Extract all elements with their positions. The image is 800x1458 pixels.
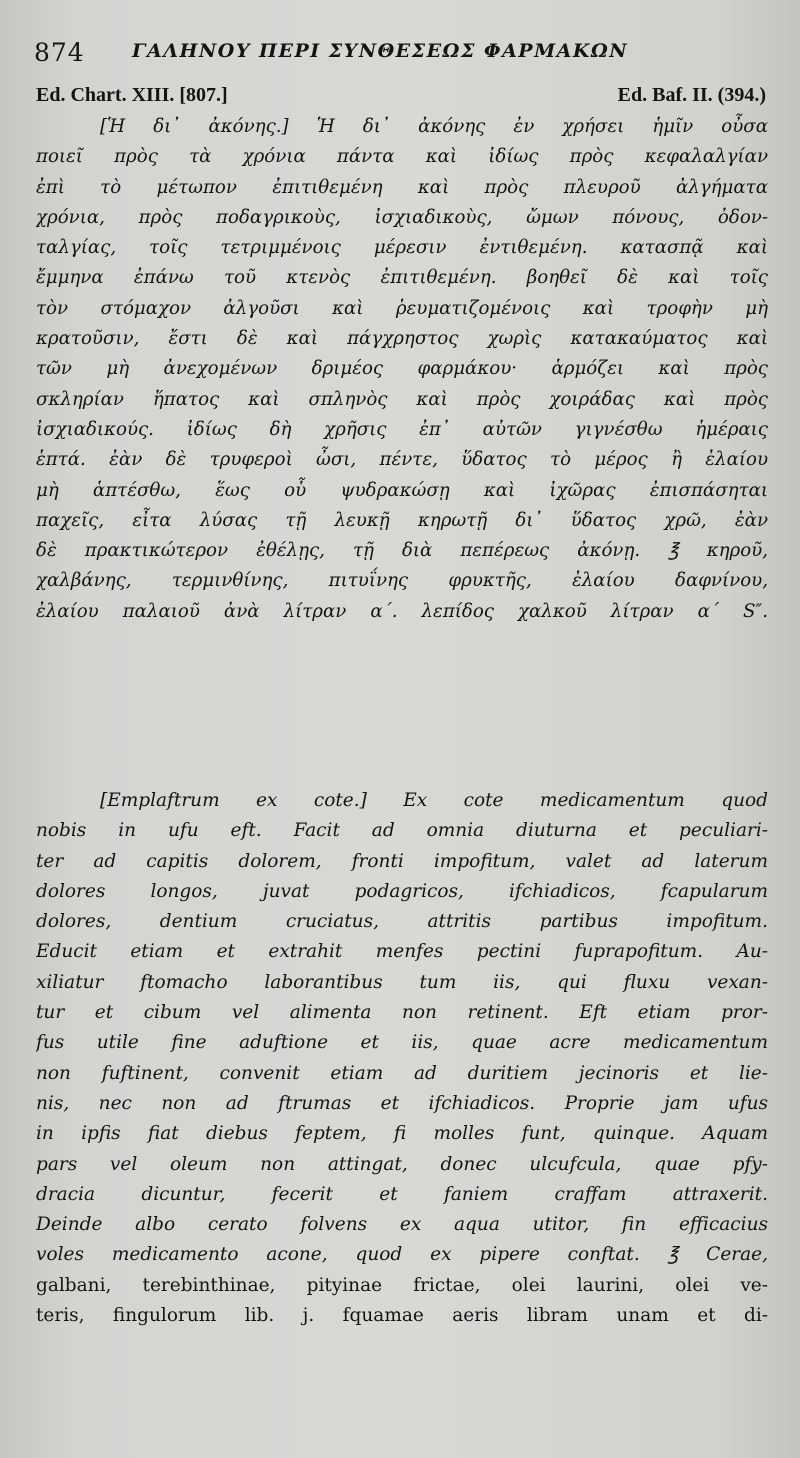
greek-line: τῶν μὴ ἀνεχομένων δριμέος φαρμάκου· ἁρμόζει καὶ πρὸς	[36, 358, 768, 380]
greek-line: ἔμμηνα ἐπάνω τοῦ κτενὸς ἐπιτιθεμένη. βοηθεῖ δὲ καὶ τοῖς	[36, 267, 768, 289]
latin-line: nis, nec non ad ftrumas et ifchiadicos. Proprie jam ufus	[36, 1092, 768, 1114]
greek-line: χαλβάνης, τερμινθίνης, πιτυΐνης φρυκτῆς, ἐλαίου δαφνίνου,	[36, 570, 768, 592]
greek-line: δὲ πρακτικώτερον ἐθέλῃς, τῇ διὰ πεπέρεως ἀκόνῃ. ℥ κηροῦ,	[36, 540, 768, 562]
latin-text-block	[36, 786, 768, 1331]
latin-line: dolores, dentium cruciatus, attritis partibus impofitum.	[36, 911, 768, 933]
latin-line: galbani, terebinthinae, pityinae frictae, olei laurini, olei ve-	[36, 1274, 768, 1296]
latin-line: Deinde albo cerato folvens ex aqua utitor, fin efficacius	[36, 1214, 768, 1236]
greek-text-block	[36, 112, 768, 627]
greek-line: μὴ ἁπτέσθω, ἕως οὗ ψυδρακώσῃ καὶ ἰχῶρας ἐπισπάσηται	[36, 479, 768, 501]
page-header	[34, 38, 774, 74]
greek-line: ἐπὶ τὸ μέτωπον ἐπιτιθεμένη καὶ πρὸς πλευροῦ ἀλγήματα	[36, 176, 768, 198]
edition-basel-reference: Ed. Baf. II. (394.)	[617, 84, 766, 106]
running-title: ΓΑΛΗΝΟΥ ΠΕΡΙ ΣΥΝΘΕΣΕΩΣ ΦΑΡΜΑΚΩΝ	[132, 40, 629, 62]
greek-line: ἐλαίου παλαιοῦ ἀνὰ λίτραν α΄. λεπίδος χαλκοῦ λίτραν α΄ S″.	[36, 600, 768, 622]
latin-line: non fuftinent, convenit etiam ad duritiem jecinoris et lie-	[36, 1062, 768, 1084]
latin-line: [Emplaftrum ex cote.] Ex cote medicamentum quod	[100, 790, 768, 811]
greek-line: [Ἡ δι᾽ ἀκόνης.] Ἡ δι᾽ ἀκόνης ἐν χρήσει ἡμῖν οὖσα	[100, 116, 768, 137]
latin-line: voles medicamento acone, quod ex pipere conftat. ℥ Cerae,	[36, 1244, 768, 1266]
latin-line: Educit etiam et extrahit menfes pectini fuprapofitum. Au-	[36, 941, 768, 963]
latin-line: in ipfis fiat diebus feptem, fi molles funt, quinque. Aquam	[36, 1123, 768, 1145]
latin-line: xiliatur ftomacho laborantibus tum iis, qui fluxu vexan-	[36, 971, 768, 993]
latin-line: nobis in ufu eft. Facit ad omnia diuturna et peculiari-	[36, 820, 768, 842]
greek-line: χρόνια, πρὸς ποδαγρικοὺς, ἰσχιαδικοὺς, ὤμων πόνους, ὀδον-	[36, 206, 768, 228]
latin-line: dolores longos, juvat podagricos, ifchiadicos, fcapularum	[36, 880, 768, 902]
latin-line: fus utile fine aduftione et iis, quae acre medicamentum	[36, 1032, 768, 1054]
latin-line: pars vel oleum non attingat, donec ulcufcula, quae pfy-	[36, 1153, 768, 1175]
greek-line: σκληρίαν ἥπατος καὶ σπληνὸς καὶ πρὸς χοιράδας καὶ πρὸς	[36, 388, 768, 410]
latin-line: tur et cibum vel alimenta non retinent. Eft etiam pror-	[36, 1002, 768, 1024]
greek-line: ἑπτά. ἐὰν δὲ τρυφεροὶ ὦσι, πέντε, ὕδατος τὸ μέρος ἢ ἐλαίου	[36, 449, 768, 471]
latin-line: dracia dicuntur, fecerit et faniem craffam attraxerit.	[36, 1183, 768, 1205]
greek-line: ποιεῖ πρὸς τὰ χρόνια πάντα καὶ ἰδίως πρὸς κεφαλαλγίαν	[36, 146, 768, 168]
greek-line: ἰσχιαδικούς. ἰδίως δὴ χρῆσις ἐπ᾽ αὐτῶν γιγνέσθω ἡμέραις	[36, 418, 768, 440]
page-number: 874	[34, 38, 85, 67]
edition-reference-line	[36, 84, 766, 112]
latin-line: teris, fingulorum lib. j. fquamae aeris libram unam et di-	[36, 1305, 768, 1327]
greek-line: κρατοῦσιν, ἔστι δὲ καὶ πάγχρηστος χωρὶς κατακαύματος καὶ	[36, 328, 768, 350]
greek-line: τὸν στόμαχον ἀλγοῦσι καὶ ῥευματιζομένοις καὶ τροφὴν μὴ	[36, 297, 768, 319]
edition-chartier-reference: Ed. Chart. XIII. [807.]	[36, 84, 228, 106]
greek-line: ταλγίας, τοῖς τετριμμένοις μέρεσιν ἐντιθεμένη. κατασπᾷ καὶ	[36, 237, 768, 259]
greek-line: παχεῖς, εἶτα λύσας τῇ λευκῇ κηρωτῇ δι᾽ ὕδατος χρῶ, ἐὰν	[36, 509, 768, 531]
latin-line: ter ad capitis dolorem, fronti impofitum, valet ad laterum	[36, 850, 768, 872]
